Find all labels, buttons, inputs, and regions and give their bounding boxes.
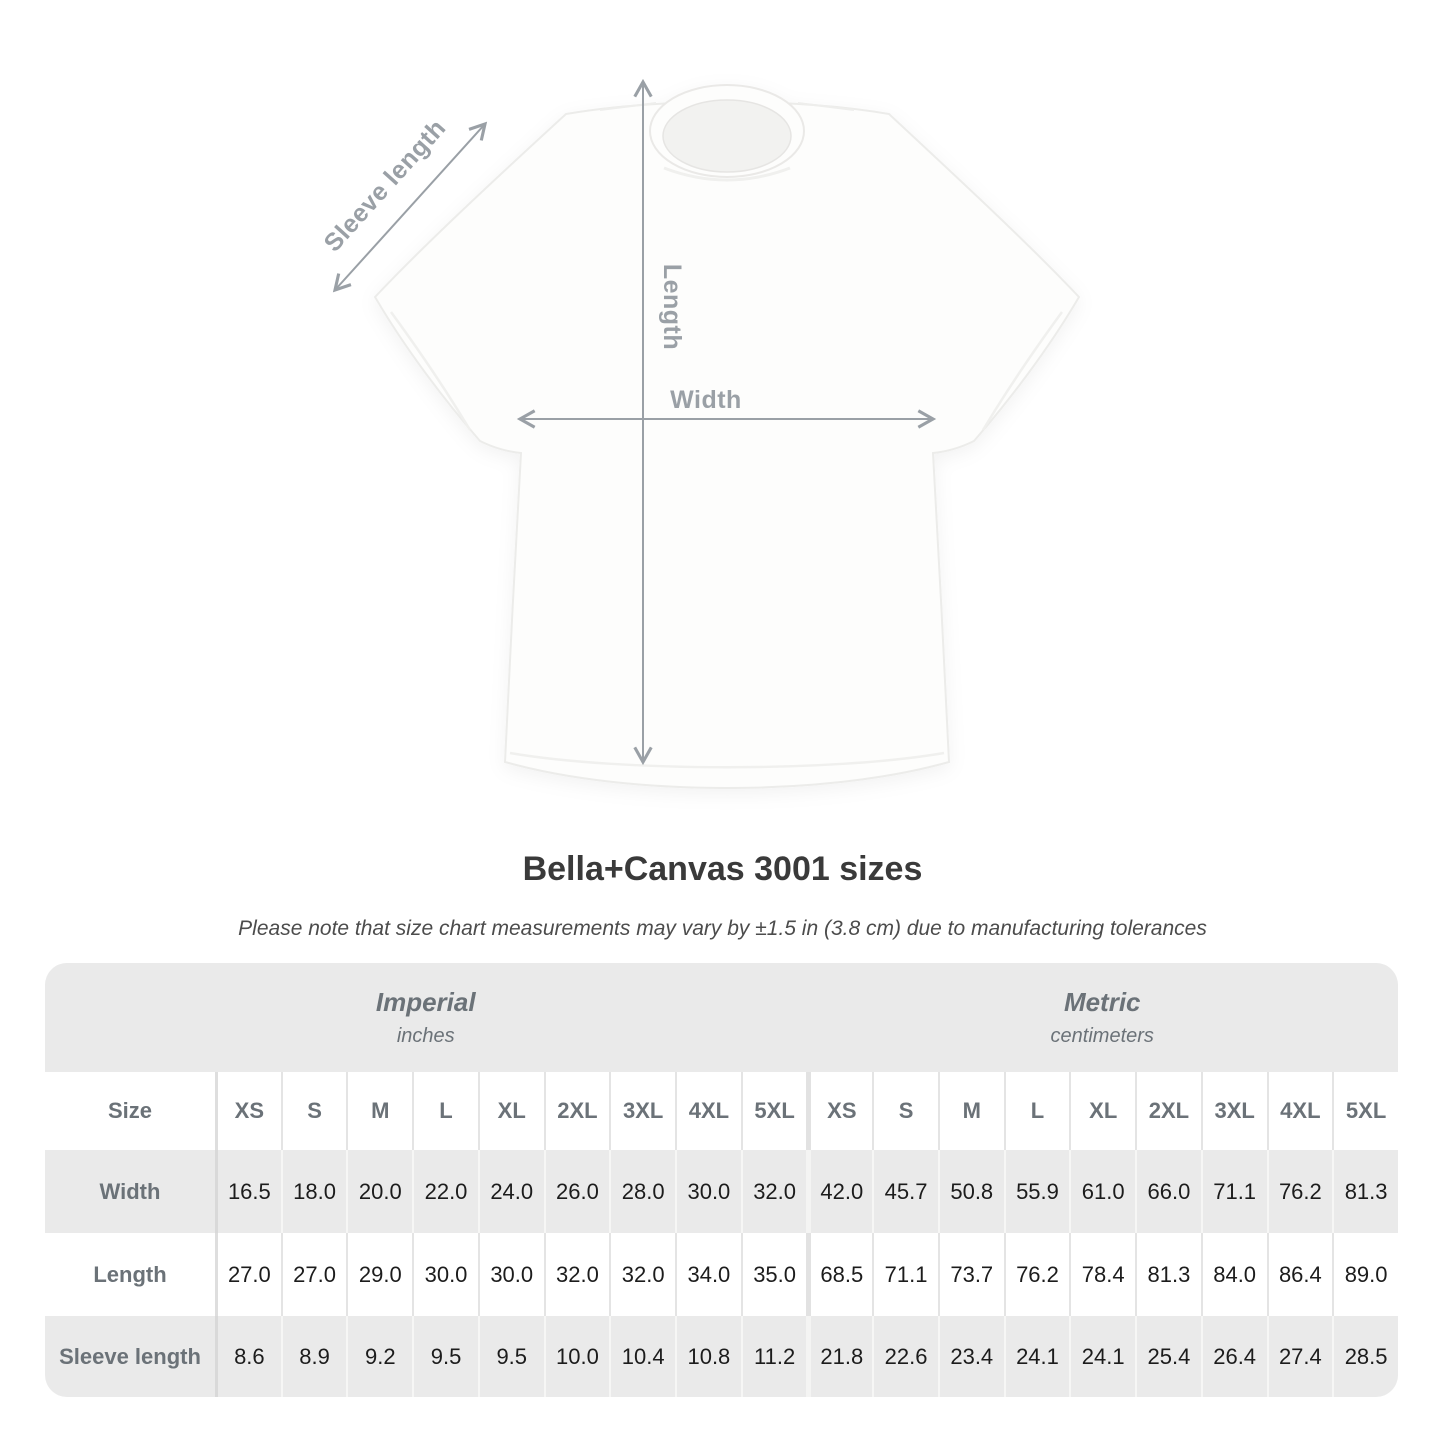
measurement-cell: 81.3	[1332, 1150, 1398, 1233]
measurement-cell: 9.2	[346, 1316, 412, 1397]
measurement-cell: 22.6	[872, 1316, 938, 1397]
measurement-cell: 84.0	[1201, 1233, 1267, 1316]
imperial-group-header	[45, 963, 806, 1072]
measurement-cell: 23.4	[938, 1316, 1004, 1397]
measurement-cell: 16.5	[215, 1150, 281, 1233]
size-column-header: S	[872, 1072, 938, 1150]
measurement-cell: 26.0	[544, 1150, 610, 1233]
sleeve-length-label: Sleeve length	[318, 113, 452, 258]
measurement-cell: 28.0	[609, 1150, 675, 1233]
length-label: Length	[658, 263, 686, 351]
measurement-cell: 10.0	[544, 1316, 610, 1397]
measurement-cell: 61.0	[1069, 1150, 1135, 1233]
measurement-cell: 81.3	[1135, 1233, 1201, 1316]
measurement-cell: 30.0	[478, 1233, 544, 1316]
size-column-header: XL	[478, 1072, 544, 1150]
measurement-cell: 71.1	[1201, 1150, 1267, 1233]
size-column-header: 5XL	[1332, 1072, 1398, 1150]
measurement-cell: 76.2	[1267, 1150, 1333, 1233]
metric-label: Metric	[1063, 987, 1141, 1017]
measurement-cell: 30.0	[412, 1233, 478, 1316]
size-column-header: M	[346, 1072, 412, 1150]
measurement-cell: 55.9	[1004, 1150, 1070, 1233]
size-table-container	[45, 963, 1398, 1397]
size-table	[45, 963, 1398, 1397]
measurement-cell: 73.7	[938, 1233, 1004, 1316]
measurement-cell: 68.5	[806, 1233, 872, 1316]
measurement-cell: 24.0	[478, 1150, 544, 1233]
measurement-cell: 18.0	[281, 1150, 347, 1233]
width-row	[45, 1150, 1398, 1233]
size-column-header: 3XL	[1201, 1072, 1267, 1150]
measurement-cell: 24.1	[1069, 1316, 1135, 1397]
size-column-header: XS	[215, 1072, 281, 1150]
measurement-cell: 27.0	[215, 1233, 281, 1316]
measurement-cell: 50.8	[938, 1150, 1004, 1233]
size-header-row	[45, 1072, 1398, 1150]
size-column-header: 3XL	[609, 1072, 675, 1150]
measurement-cell: 9.5	[412, 1316, 478, 1397]
size-corner-label: Size	[107, 1098, 153, 1123]
size-column-header: S	[281, 1072, 347, 1150]
measurement-cell: 8.9	[281, 1316, 347, 1397]
measurement-cell: 66.0	[1135, 1150, 1201, 1233]
measurement-cell: 10.4	[609, 1316, 675, 1397]
page-title: Bella+Canvas 3001 sizes	[522, 850, 923, 888]
measurement-cell: 8.6	[215, 1316, 281, 1397]
measurement-cell: 76.2	[1004, 1233, 1070, 1316]
row-label: Width	[45, 1150, 215, 1233]
measurement-cell: 22.0	[412, 1150, 478, 1233]
measurement-cell: 28.5	[1332, 1316, 1398, 1397]
measurement-cell: 45.7	[872, 1150, 938, 1233]
measurement-cell: 11.2	[741, 1316, 807, 1397]
size-column-header: 4XL	[675, 1072, 741, 1150]
measurement-cell: 32.0	[609, 1233, 675, 1316]
size-column-header: 2XL	[544, 1072, 610, 1150]
tshirt-outline	[375, 102, 1079, 788]
imperial-label: Imperial	[375, 987, 476, 1017]
measurement-cell: 30.0	[675, 1150, 741, 1233]
size-column-header: M	[938, 1072, 1004, 1150]
measurement-cell: 27.4	[1267, 1316, 1333, 1397]
tolerance-note: Please note that size chart measurements may vary by ±1.5 in (3.8 cm) due to manufacturing tolerances	[238, 917, 1207, 940]
measurement-cell: 24.1	[1004, 1316, 1070, 1397]
measurement-cell: 78.4	[1069, 1233, 1135, 1316]
measurement-cell: 86.4	[1267, 1233, 1333, 1316]
metric-group-header	[806, 963, 1398, 1072]
size-column-header: L	[412, 1072, 478, 1150]
measurement-cell: 26.4	[1201, 1316, 1267, 1397]
measurement-cell: 34.0	[675, 1233, 741, 1316]
collar-opening	[663, 100, 791, 172]
measurement-cell: 29.0	[346, 1233, 412, 1316]
measurement-cell: 25.4	[1135, 1316, 1201, 1397]
unit-group-row	[45, 963, 1398, 1072]
measurement-cell: 10.8	[675, 1316, 741, 1397]
measurement-cell: 35.0	[741, 1233, 807, 1316]
size-column-header: 2XL	[1135, 1072, 1201, 1150]
measurement-cell: 42.0	[806, 1150, 872, 1233]
measurement-cell: 27.0	[281, 1233, 347, 1316]
size-column-header: 5XL	[741, 1072, 807, 1150]
imperial-unit: inches	[396, 1025, 455, 1047]
size-column-header: L	[1004, 1072, 1070, 1150]
size-column-header: 4XL	[1267, 1072, 1333, 1150]
measurement-cell: 71.1	[872, 1233, 938, 1316]
size-column-header: XS	[806, 1072, 872, 1150]
measurement-cell: 21.8	[806, 1316, 872, 1397]
row-label: Sleeve length	[45, 1316, 215, 1397]
measurement-cell: 32.0	[741, 1150, 807, 1233]
length-row	[45, 1233, 1398, 1316]
metric-unit: centimeters	[1050, 1025, 1154, 1047]
row-label: Length	[93, 1261, 167, 1287]
width-label: Width	[670, 386, 742, 414]
size-column-header: XL	[1069, 1072, 1135, 1150]
measurement-cell: 20.0	[346, 1150, 412, 1233]
measurement-cell: 9.5	[478, 1316, 544, 1397]
measurement-cell: 32.0	[544, 1233, 610, 1316]
measurement-cell: 89.0	[1332, 1233, 1398, 1316]
sleeve-length-row	[45, 1316, 1398, 1397]
